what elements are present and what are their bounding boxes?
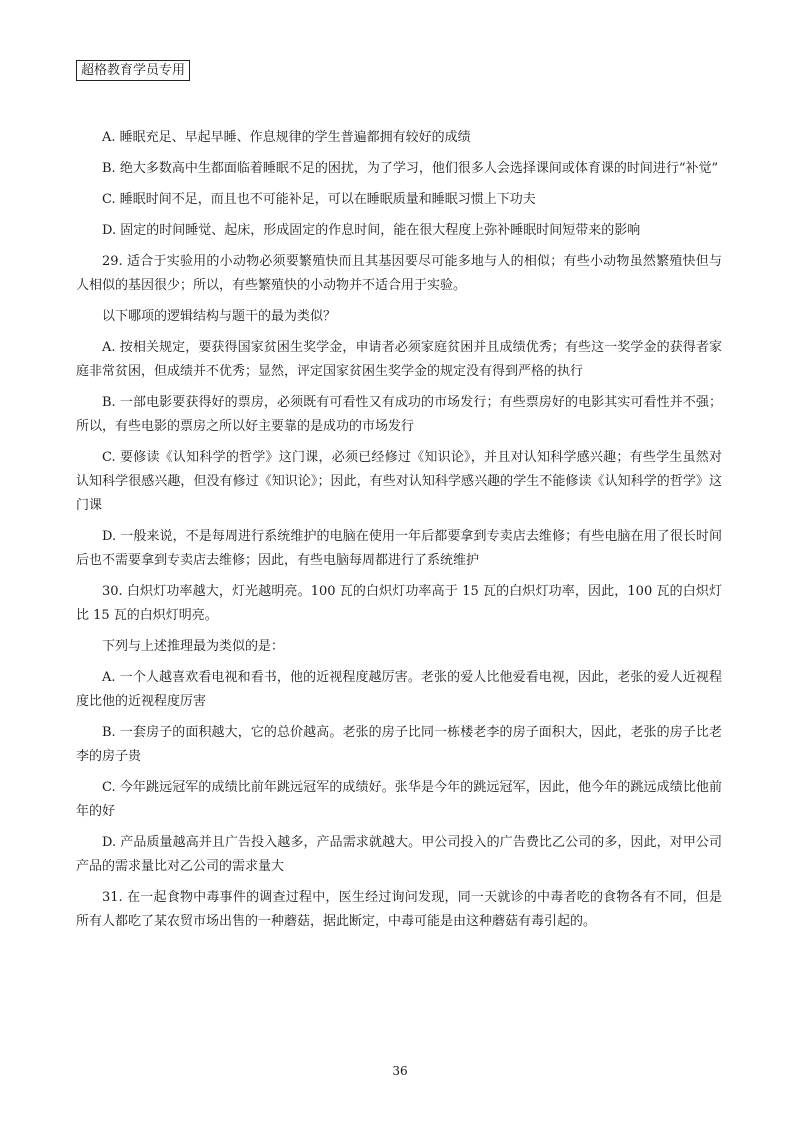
option-b-q28: B. 绝大多数高中生都面临着睡眠不足的困扰，为了学习，他们很多人会选择课间或体育课的时间进行“补觉” — [102, 161, 719, 176]
option-d-q29: D. 一般来说，不是每周进行系统维护的电脑在使用一年后都要拿到专卖店去维修；有些电脑在用了很长时间后也不需要拿到专卖店去维修；因此，有些电脑每周都进行了系统维护 — [76, 529, 722, 568]
option-c-q28: C. 睡眠时间不足，而且也不可能补足，可以在睡眠质量和睡眠习惯上下功夫 — [102, 192, 536, 207]
option-a-q30: A. 一个人越喜欢看电视和看书，他的近视程度越厉害。老张的爱人比他爱看电视，因此，老张的爱人近视程度比他的近视程度厉害 — [76, 670, 722, 709]
option-d-q28: D. 固定的时间睡觉、起床，形成固定的作息时间，能在很大程度上弥补睡眠时间短带来的影响 — [102, 223, 641, 238]
header-label: 超格教育学员专用 — [76, 60, 190, 81]
page-number: 36 — [392, 1064, 408, 1078]
option-b-q30: B. 一套房子的面积越大，它的总价越高。老张的房子比同一栋楼老李的房子面积大，因此，老张的房子比老李的房子贵 — [76, 725, 722, 764]
option-a-q28: A. 睡眠充足、早起早睡、作息规律的学生普遍都拥有较好的成绩 — [102, 130, 471, 145]
option-a-q29: A. 按相关规定，要获得国家贫困生奖学金，申请者必须家庭贫困并且成绩优秀；有些这一奖学金的获得者家庭非常贫困，但成绩并不优秀；显然，评定国家贫困生奖学金的规定没有得到严格的执行 — [76, 340, 722, 379]
option-c-q29: C. 要修读《认知科学的哲学》这门课，必须已经修过《知识论》，并且对认知科学感兴趣；有些学生虽然对认知科学很感兴趣，但没有修过《知识论》；因此，有些对认知科学感兴趣的学生不能修读《认知科学的哲学》这门课 — [76, 450, 722, 513]
question-31-stem: 31. 在一起食物中毒事件的调查过程中，医生经过询问发现，同一天就诊的中毒者吃的食物各有不同，但是所有人都吃了某农贸市场出售的一种蘑菇，据此断定，中毒可能是由这种蘑菇有毒引起的。 — [76, 890, 722, 929]
option-b-q29: B. 一部电影要获得好的票房，必须既有可看性又有成功的市场发行；有些票房好的电影其实可看性并不强；所以，有些电影的票房之所以好主要靠的是成功的市场发行 — [76, 395, 722, 434]
question-30-stem: 30. 白炽灯功率越大，灯光越明亮。100 瓦的白炽灯功率高于 15 瓦的白炽灯功率，因此，100 瓦的白炽灯比 15 瓦的白炽灯明亮。 — [76, 584, 722, 623]
option-d-q30: D. 产品质量越高并且广告投入越多，产品需求就越大。甲公司投入的广告费比乙公司的多，因此，对甲公司产品的需求量比对乙公司的需求量大 — [76, 835, 722, 874]
question-content — [76, 126, 722, 941]
question-29-stem: 29. 适合于实验用的小动物必须要繁殖快而且其基因要尽可能多地与人的相似；有些小动物虽然繁殖快但与人相似的基因很少；所以，有些繁殖快的小动物并不适合用于实验。 — [76, 254, 722, 293]
question-30-prompt: 下列与上述推理最为类似的是： — [102, 639, 285, 654]
option-c-q30: C. 今年跳远冠军的成绩比前年跳远冠军的成绩好。张华是今年的跳远冠军，因此，他今年的跳远成绩比他前年的好 — [76, 780, 722, 819]
question-29-prompt: 以下哪项的逻辑结构与题干的最为类似？ — [102, 309, 337, 324]
